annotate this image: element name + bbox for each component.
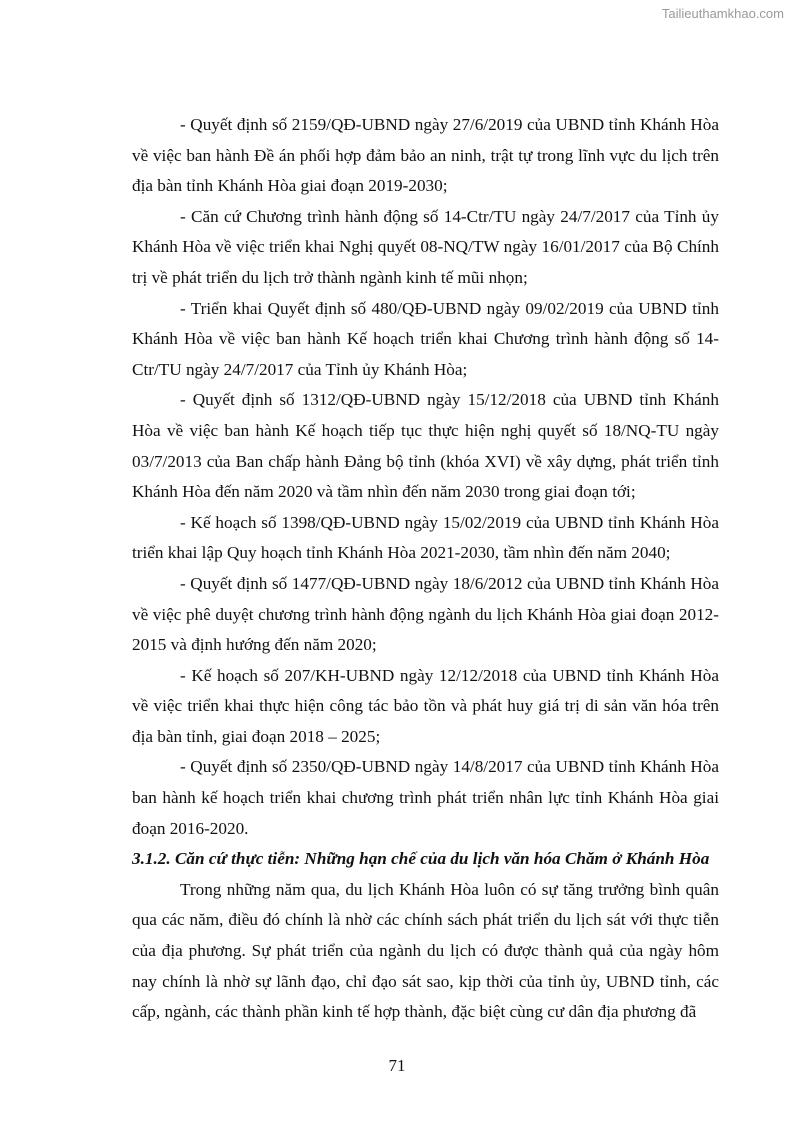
list-paragraph-1: - Quyết định số 2159/QĐ-UBND ngày 27/6/2019 của UBND tỉnh Khánh Hòa về việc ban hành Đề án phối hợp đảm bảo an ninh, trật tự trong lĩnh vực du lịch trên địa bàn tỉnh Khánh Hòa giai đoạn 2019-2030; bbox=[132, 115, 719, 196]
page-number: 71 bbox=[388, 1056, 406, 1075]
body-paragraph: Trong những năm qua, du lịch Khánh Hòa luôn có sự tăng trưởng bình quân qua các năm, điều đó chính là nhờ các chính sách phát triển du lịch sát với thực tiễn của địa phương. Sự phát triển của ngành du lịch có được thành quả của ngày hôm nay chính là nhờ sự lãnh đạo, chỉ đạo sát sao, kịp thời của tỉnh ủy, UBND tỉnh, các cấp, ngành, các thành phần kinh tế hợp thành, đặc biệt cùng cư dân địa phương đã bbox=[132, 879, 719, 1022]
section-heading: 3.1.2. Căn cứ thực tiễn: Những hạn chế của du lịch văn hóa Chăm ở Khánh Hòa bbox=[132, 849, 710, 869]
list-paragraph-7: - Kế hoạch số 207/KH-UBND ngày 12/12/2018 của UBND tỉnh Khánh Hòa về việc triển khai thực hiện công tác bảo tồn và phát huy giá trị di sản văn hóa trên địa bàn tỉnh, giai đoạn 2018 – 2025; bbox=[132, 665, 719, 746]
page-body bbox=[132, 110, 719, 1028]
watermark: Tailieuthamkhao.com bbox=[661, 6, 784, 21]
list-paragraph-2: - Căn cứ Chương trình hành động số 14-Ctr/TU ngày 24/7/2017 của Tỉnh ủy Khánh Hòa về việc triển khai Nghị quyết 08-NQ/TW ngày 16/01/2017 của Bộ Chính trị về phát triển du lịch trở thành ngành kinh tế mũi nhọn; bbox=[132, 206, 719, 287]
list-paragraph-6: - Quyết định số 1477/QĐ-UBND ngày 18/6/2012 của UBND tỉnh Khánh Hòa về việc phê duyệt chương trình hành động ngành du lịch Khánh Hòa giai đoạn 2012-2015 và định hướng đến năm 2020; bbox=[132, 573, 719, 655]
list-paragraph-4: - Quyết định số 1312/QĐ-UBND ngày 15/12/2018 của UBND tỉnh Khánh Hòa về việc ban hành Kế hoạch tiếp tục thực hiện nghị quyết số 18/NQ-TU ngày 03/7/2013 của Ban chấp hành Đảng bộ tỉnh (khóa XVI) về xây dựng, phát triển tỉnh Khánh Hòa đến năm 2020 và tầm nhìn đến năm 2030 trong giai đoạn tới; bbox=[132, 390, 719, 502]
list-paragraph-8: - Quyết định số 2350/QĐ-UBND ngày 14/8/2017 của UBND tỉnh Khánh Hòa ban hành kế hoạch triển khai chương trình phát triển nhân lực tỉnh Khánh Hòa giai đoạn 2016-2020. bbox=[132, 757, 719, 838]
list-paragraph-5: - Kế hoạch số 1398/QĐ-UBND ngày 15/02/2019 của UBND tỉnh Khánh Hòa triển khai lập Quy hoạch tỉnh Khánh Hòa 2021-2030, tầm nhìn đến năm 2040; bbox=[132, 512, 719, 563]
list-paragraph-3: - Triển khai Quyết định số 480/QĐ-UBND ngày 09/02/2019 của UBND tỉnh Khánh Hòa về việc ban hành Kế hoạch triển khai Chương trình hành động số 14-Ctr/TU ngày 24/7/2017 của Tỉnh ủy Khánh Hòa; bbox=[132, 298, 719, 379]
